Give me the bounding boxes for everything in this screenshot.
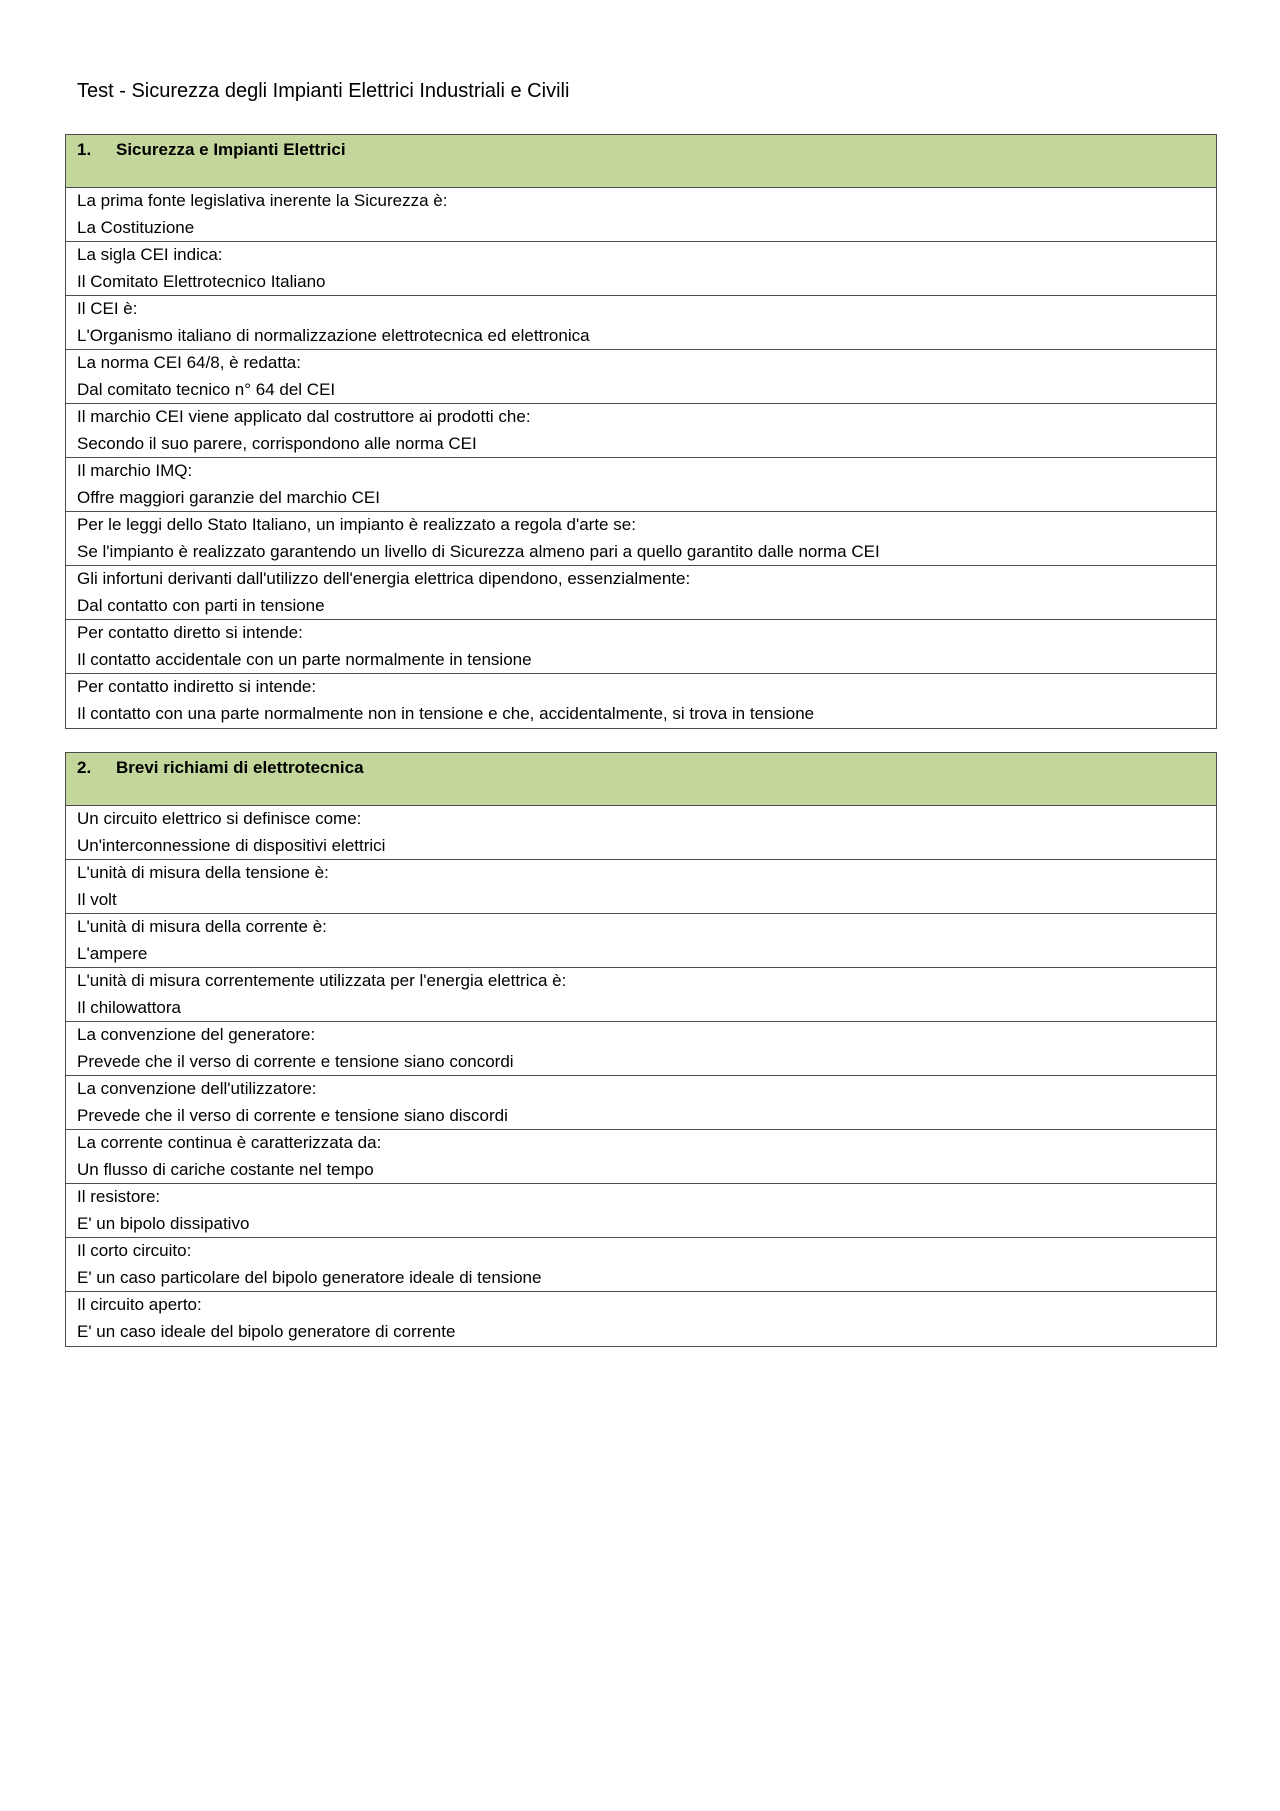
question-text: La prima fonte legislativa inerente la Sicurezza è: (77, 191, 448, 210)
question-text: Un circuito elettrico si definisce come: (77, 809, 362, 828)
qa-row (66, 296, 1216, 350)
qa-row (66, 1130, 1216, 1184)
qa-row (66, 512, 1216, 566)
qa-row (66, 242, 1216, 296)
section-number: 1. (77, 140, 92, 159)
section-sicurezza-impianti (65, 134, 1217, 729)
document-title: Test - Sicurezza degli Impianti Elettrici Industriali e Civili (77, 80, 570, 102)
answer-text: Il Comitato Elettrotecnico Italiano (77, 271, 326, 291)
answer-text: Prevede che il verso di corrente e tensione siano concordi (77, 1051, 514, 1071)
answer-text: E' un bipolo dissipativo (77, 1213, 250, 1233)
answer-text: Dal comitato tecnico n° 64 del CEI (77, 379, 336, 399)
question-text: Il marchio CEI viene applicato dal costruttore ai prodotti che: (77, 407, 531, 426)
qa-row (66, 458, 1216, 512)
question-text: La convenzione dell'utilizzatore: (77, 1079, 317, 1098)
question-text: Il circuito aperto: (77, 1295, 202, 1314)
qa-row (66, 1292, 1216, 1346)
qa-row (66, 1238, 1216, 1292)
qa-row (66, 620, 1216, 674)
section-richiami-elettrotecnica (65, 752, 1217, 1347)
qa-row (66, 1076, 1216, 1130)
qa-row (66, 1184, 1216, 1238)
question-text: La convenzione del generatore: (77, 1025, 316, 1044)
question-text: Per contatto diretto si intende: (77, 623, 303, 642)
answer-text: Il volt (77, 889, 117, 909)
answer-text: Dal contatto con parti in tensione (77, 595, 325, 615)
question-text: L'unità di misura correntemente utilizzata per l'energia elettrica è: (77, 971, 567, 990)
question-text: Il resistore: (77, 1187, 161, 1206)
question-text: La corrente continua è caratterizzata da: (77, 1133, 382, 1152)
qa-row (66, 350, 1216, 404)
qa-row (66, 1022, 1216, 1076)
qa-row (66, 404, 1216, 458)
question-text: Il marchio IMQ: (77, 461, 193, 480)
answer-text: Un'interconnessione di dispositivi elettrici (77, 835, 386, 855)
qa-row (66, 806, 1216, 860)
question-text: Il CEI è: (77, 299, 138, 318)
qa-row (66, 968, 1216, 1022)
answer-text: Il chilowattora (77, 997, 181, 1017)
question-text: La norma CEI 64/8, è redatta: (77, 353, 301, 372)
answer-text: L'ampere (77, 943, 148, 963)
section-header (66, 753, 1216, 806)
question-text: Gli infortuni derivanti dall'utilizzo dell'energia elettrica dipendono, essenzialmente: (77, 569, 691, 588)
qa-row (66, 914, 1216, 968)
qa-row (66, 860, 1216, 914)
question-text: Il corto circuito: (77, 1241, 192, 1260)
answer-text: L'Organismo italiano di normalizzazione elettrotecnica ed elettronica (77, 325, 590, 345)
answer-text: Offre maggiori garanzie del marchio CEI (77, 487, 380, 507)
question-text: Per contatto indiretto si intende: (77, 677, 317, 696)
answer-text: E' un caso ideale del bipolo generatore di corrente (77, 1321, 456, 1341)
qa-row (66, 188, 1216, 242)
question-text: L'unità di misura della tensione è: (77, 863, 329, 882)
answer-text: Un flusso di cariche costante nel tempo (77, 1159, 374, 1179)
answer-text: La Costituzione (77, 217, 195, 237)
section-title: Sicurezza e Impianti Elettrici (116, 140, 346, 159)
answer-text: Il contatto accidentale con un parte normalmente in tensione (77, 649, 532, 669)
answer-text: E' un caso particolare del bipolo generatore ideale di tensione (77, 1267, 542, 1287)
section-header (66, 135, 1216, 188)
answer-text: Secondo il suo parere, corrispondono alle norma CEI (77, 433, 477, 453)
answer-text: Il contatto con una parte normalmente non in tensione e che, accidentalmente, si trova in tensione (77, 703, 815, 723)
question-text: Per le leggi dello Stato Italiano, un impianto è realizzato a regola d'arte se: (77, 515, 636, 534)
qa-row (66, 566, 1216, 620)
qa-row (66, 674, 1216, 728)
question-text: La sigla CEI indica: (77, 245, 223, 264)
section-title: Brevi richiami di elettrotecnica (116, 758, 364, 777)
answer-text: Se l'impianto è realizzato garantendo un livello di Sicurezza almeno pari a quello garantito dalle norma CEI (77, 541, 880, 561)
question-text: L'unità di misura della corrente è: (77, 917, 327, 936)
answer-text: Prevede che il verso di corrente e tensione siano discordi (77, 1105, 508, 1125)
section-number: 2. (77, 758, 92, 777)
